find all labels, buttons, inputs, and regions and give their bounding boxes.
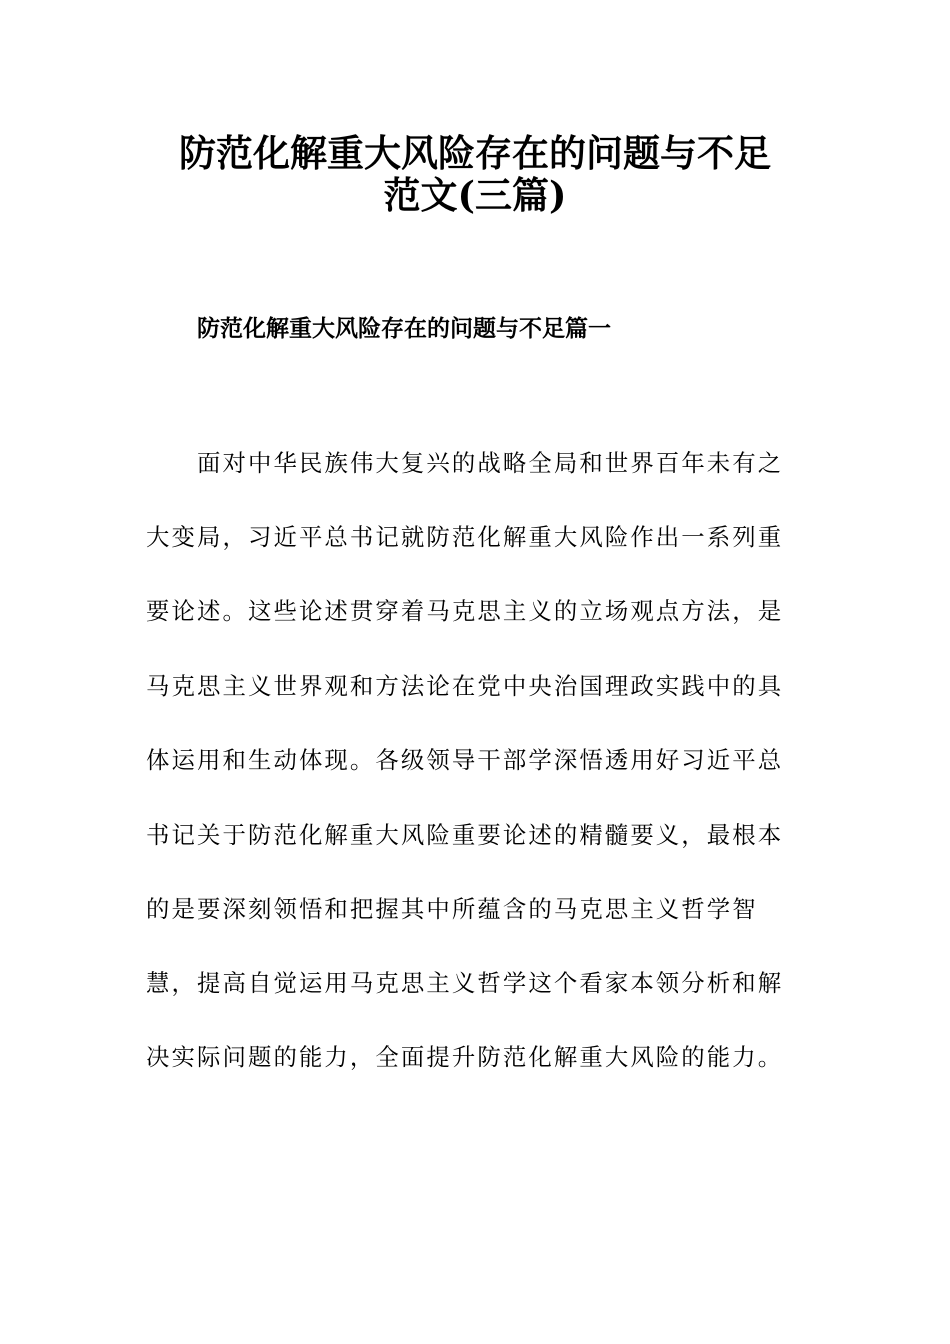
paragraph-line-5: 体运用和生动体现。各级领导干部学深悟透用好习近平总 xyxy=(146,746,784,774)
paragraph-line-3: 要论述。这些论述贯穿着马克思主义的立场观点方法，是 xyxy=(146,597,784,625)
document-title-line-2: 范文(三篇) xyxy=(383,173,567,217)
paragraph-line-9: 决实际问题的能力，全面提升防范化解重大风险的能力。 xyxy=(146,1043,784,1071)
section-heading: 防范化解重大风险存在的问题与不足篇一 xyxy=(197,316,611,342)
paragraph-line-1: 面对中华民族伟大复兴的战略全局和世界百年未有之 xyxy=(197,449,784,477)
paragraph-line-6: 书记关于防范化解重大风险重要论述的精髓要义，最根本 xyxy=(146,821,784,849)
paragraph-line-8: 慧，提高自觉运用马克思主义哲学这个看家本领分析和解 xyxy=(146,969,784,997)
paragraph-line-4: 马克思主义世界观和方法论在党中央治国理政实践中的具 xyxy=(146,672,784,700)
document-title-line-1: 防范化解重大风险存在的问题与不足 xyxy=(179,131,771,175)
paragraph-line-2: 大变局，习近平总书记就防范化解重大风险作出一系列重 xyxy=(146,523,784,551)
paragraph-line-7: 的是要深刻领悟和把握其中所蕴含的马克思主义哲学智 xyxy=(146,895,758,923)
